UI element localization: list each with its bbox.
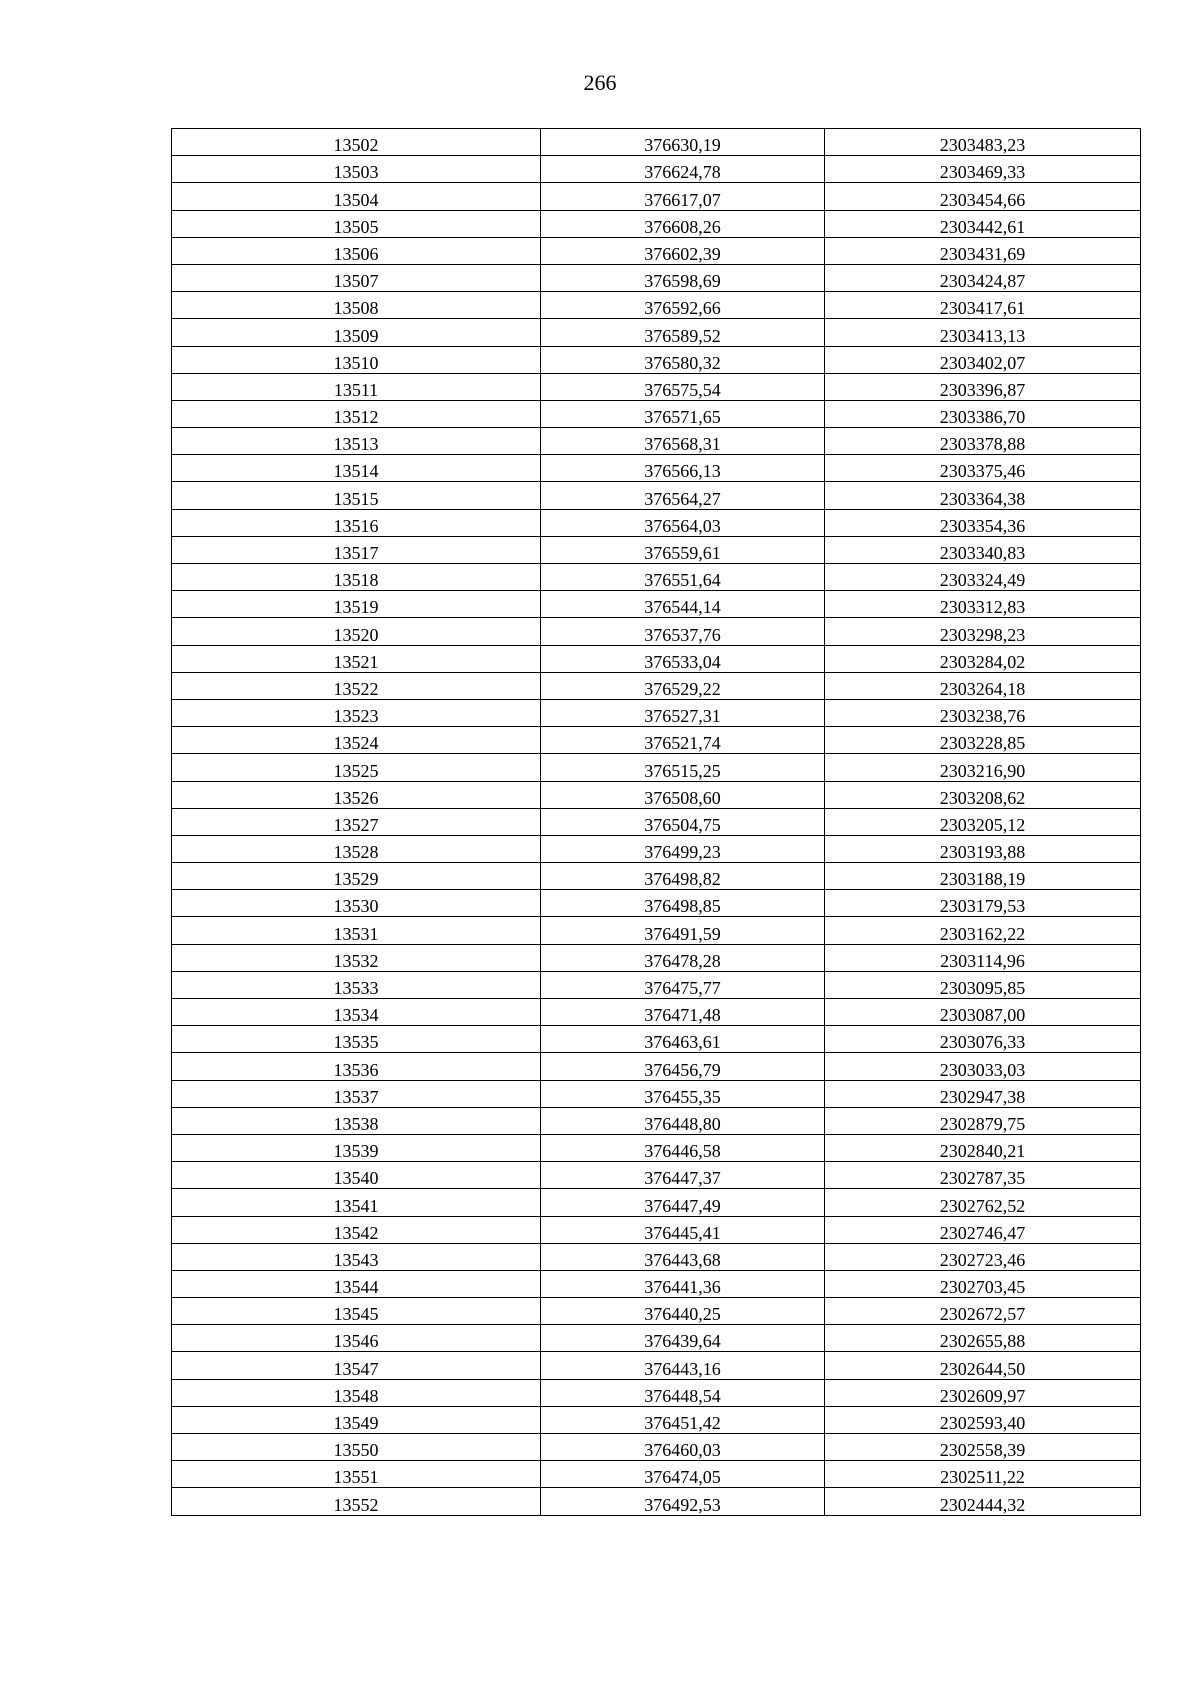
point-number-cell: 13513 — [172, 428, 541, 455]
table-row — [172, 1352, 1141, 1379]
table-row — [172, 781, 1141, 808]
x-coordinate-cell: 376533,04 — [541, 645, 825, 672]
x-coordinate-cell: 376568,31 — [541, 428, 825, 455]
point-number-cell: 13536 — [172, 1053, 541, 1080]
point-number-cell: 13540 — [172, 1162, 541, 1189]
point-number-cell: 13528 — [172, 835, 541, 862]
point-number-cell: 13505 — [172, 210, 541, 237]
table-row — [172, 129, 1141, 156]
table-row — [172, 564, 1141, 591]
point-number-cell: 13529 — [172, 863, 541, 890]
x-coordinate-cell: 376474,05 — [541, 1461, 825, 1488]
table-row — [172, 754, 1141, 781]
x-coordinate-cell: 376592,66 — [541, 292, 825, 319]
point-number-cell: 13511 — [172, 373, 541, 400]
point-number-cell: 13533 — [172, 971, 541, 998]
y-coordinate-cell: 2302746,47 — [825, 1216, 1141, 1243]
x-coordinate-cell: 376551,64 — [541, 564, 825, 591]
y-coordinate-cell: 2303483,23 — [825, 129, 1141, 156]
table-row — [172, 1216, 1141, 1243]
table-row — [172, 890, 1141, 917]
table-row — [172, 971, 1141, 998]
point-number-cell: 13523 — [172, 699, 541, 726]
x-coordinate-cell: 376521,74 — [541, 727, 825, 754]
table-row — [172, 373, 1141, 400]
y-coordinate-cell: 2303205,12 — [825, 808, 1141, 835]
y-coordinate-cell: 2302609,97 — [825, 1379, 1141, 1406]
coordinates-table-body — [172, 129, 1141, 1516]
table-row — [172, 863, 1141, 890]
point-number-cell: 13530 — [172, 890, 541, 917]
table-row — [172, 536, 1141, 563]
table-row — [172, 727, 1141, 754]
y-coordinate-cell: 2303208,62 — [825, 781, 1141, 808]
point-number-cell: 13509 — [172, 319, 541, 346]
table-row — [172, 645, 1141, 672]
x-coordinate-cell: 376447,37 — [541, 1162, 825, 1189]
table-row — [172, 319, 1141, 346]
x-coordinate-cell: 376440,25 — [541, 1298, 825, 1325]
table-row — [172, 999, 1141, 1026]
point-number-cell: 13515 — [172, 482, 541, 509]
point-number-cell: 13550 — [172, 1434, 541, 1461]
table-row — [172, 1162, 1141, 1189]
point-number-cell: 13520 — [172, 618, 541, 645]
x-coordinate-cell: 376475,77 — [541, 971, 825, 998]
y-coordinate-cell: 2303162,22 — [825, 917, 1141, 944]
x-coordinate-cell: 376439,64 — [541, 1325, 825, 1352]
y-coordinate-cell: 2303396,87 — [825, 373, 1141, 400]
x-coordinate-cell: 376446,58 — [541, 1134, 825, 1161]
table-row — [172, 917, 1141, 944]
table-row — [172, 835, 1141, 862]
point-number-cell: 13510 — [172, 346, 541, 373]
x-coordinate-cell: 376471,48 — [541, 999, 825, 1026]
y-coordinate-cell: 2303179,53 — [825, 890, 1141, 917]
x-coordinate-cell: 376630,19 — [541, 129, 825, 156]
x-coordinate-cell: 376589,52 — [541, 319, 825, 346]
table-row — [172, 210, 1141, 237]
point-number-cell: 13547 — [172, 1352, 541, 1379]
y-coordinate-cell: 2303238,76 — [825, 699, 1141, 726]
y-coordinate-cell: 2303417,61 — [825, 292, 1141, 319]
point-number-cell: 13522 — [172, 672, 541, 699]
y-coordinate-cell: 2302593,40 — [825, 1406, 1141, 1433]
y-coordinate-cell: 2303033,03 — [825, 1053, 1141, 1080]
table-row — [172, 482, 1141, 509]
page-number: 266 — [583, 70, 617, 95]
point-number-cell: 13543 — [172, 1243, 541, 1270]
x-coordinate-cell: 376441,36 — [541, 1270, 825, 1297]
y-coordinate-cell: 2302723,46 — [825, 1243, 1141, 1270]
point-number-cell: 13525 — [172, 754, 541, 781]
y-coordinate-cell: 2303264,18 — [825, 672, 1141, 699]
x-coordinate-cell: 376499,23 — [541, 835, 825, 862]
y-coordinate-cell: 2303312,83 — [825, 591, 1141, 618]
x-coordinate-cell: 376544,14 — [541, 591, 825, 618]
table-row — [172, 1461, 1141, 1488]
table-row — [172, 1379, 1141, 1406]
x-coordinate-cell: 376498,82 — [541, 863, 825, 890]
table-row — [172, 455, 1141, 482]
point-number-cell: 13549 — [172, 1406, 541, 1433]
y-coordinate-cell: 2302787,35 — [825, 1162, 1141, 1189]
point-number-cell: 13508 — [172, 292, 541, 319]
y-coordinate-cell: 2303378,88 — [825, 428, 1141, 455]
y-coordinate-cell: 2303095,85 — [825, 971, 1141, 998]
table-row — [172, 1080, 1141, 1107]
x-coordinate-cell: 376445,41 — [541, 1216, 825, 1243]
point-number-cell: 13541 — [172, 1189, 541, 1216]
point-number-cell: 13521 — [172, 645, 541, 672]
table-row — [172, 1026, 1141, 1053]
y-coordinate-cell: 2302840,21 — [825, 1134, 1141, 1161]
x-coordinate-cell: 376580,32 — [541, 346, 825, 373]
table-row — [172, 699, 1141, 726]
table-row — [172, 944, 1141, 971]
point-number-cell: 13519 — [172, 591, 541, 618]
y-coordinate-cell: 2303298,23 — [825, 618, 1141, 645]
x-coordinate-cell: 376448,80 — [541, 1107, 825, 1134]
y-coordinate-cell: 2303324,49 — [825, 564, 1141, 591]
table-row — [172, 156, 1141, 183]
x-coordinate-cell: 376624,78 — [541, 156, 825, 183]
y-coordinate-cell: 2303375,46 — [825, 455, 1141, 482]
x-coordinate-cell: 376504,75 — [541, 808, 825, 835]
x-coordinate-cell: 376447,49 — [541, 1189, 825, 1216]
point-number-cell: 13546 — [172, 1325, 541, 1352]
table-row — [172, 1189, 1141, 1216]
table-row — [172, 509, 1141, 536]
x-coordinate-cell: 376527,31 — [541, 699, 825, 726]
y-coordinate-cell: 2303431,69 — [825, 237, 1141, 264]
point-number-cell: 13532 — [172, 944, 541, 971]
y-coordinate-cell: 2303354,36 — [825, 509, 1141, 536]
y-coordinate-cell: 2303442,61 — [825, 210, 1141, 237]
point-number-cell: 13531 — [172, 917, 541, 944]
table-row — [172, 808, 1141, 835]
x-coordinate-cell: 376571,65 — [541, 400, 825, 427]
x-coordinate-cell: 376455,35 — [541, 1080, 825, 1107]
x-coordinate-cell: 376491,59 — [541, 917, 825, 944]
point-number-cell: 13551 — [172, 1461, 541, 1488]
y-coordinate-cell: 2303284,02 — [825, 645, 1141, 672]
x-coordinate-cell: 376463,61 — [541, 1026, 825, 1053]
y-coordinate-cell: 2302762,52 — [825, 1189, 1141, 1216]
table-row — [172, 237, 1141, 264]
table-row — [172, 1434, 1141, 1461]
y-coordinate-cell: 2303188,19 — [825, 863, 1141, 890]
table-row — [172, 1488, 1141, 1515]
y-coordinate-cell: 2303386,70 — [825, 400, 1141, 427]
y-coordinate-cell: 2302644,50 — [825, 1352, 1141, 1379]
point-number-cell: 13524 — [172, 727, 541, 754]
y-coordinate-cell: 2303087,00 — [825, 999, 1141, 1026]
x-coordinate-cell: 376478,28 — [541, 944, 825, 971]
y-coordinate-cell: 2302511,22 — [825, 1461, 1141, 1488]
y-coordinate-cell: 2302672,57 — [825, 1298, 1141, 1325]
table-row — [172, 1134, 1141, 1161]
table-row — [172, 618, 1141, 645]
y-coordinate-cell: 2302947,38 — [825, 1080, 1141, 1107]
y-coordinate-cell: 2302558,39 — [825, 1434, 1141, 1461]
table-row — [172, 1298, 1141, 1325]
table-row — [172, 1107, 1141, 1134]
x-coordinate-cell: 376508,60 — [541, 781, 825, 808]
x-coordinate-cell: 376575,54 — [541, 373, 825, 400]
table-row — [172, 428, 1141, 455]
point-number-cell: 13514 — [172, 455, 541, 482]
table-row — [172, 183, 1141, 210]
y-coordinate-cell: 2303114,96 — [825, 944, 1141, 971]
x-coordinate-cell: 376515,25 — [541, 754, 825, 781]
x-coordinate-cell: 376443,68 — [541, 1243, 825, 1270]
x-coordinate-cell: 376443,16 — [541, 1352, 825, 1379]
x-coordinate-cell: 376537,76 — [541, 618, 825, 645]
x-coordinate-cell: 376617,07 — [541, 183, 825, 210]
y-coordinate-cell: 2302879,75 — [825, 1107, 1141, 1134]
x-coordinate-cell: 376608,26 — [541, 210, 825, 237]
point-number-cell: 13538 — [172, 1107, 541, 1134]
x-coordinate-cell: 376498,85 — [541, 890, 825, 917]
point-number-cell: 13535 — [172, 1026, 541, 1053]
x-coordinate-cell: 376529,22 — [541, 672, 825, 699]
table-row — [172, 400, 1141, 427]
table-row — [172, 1270, 1141, 1297]
point-number-cell: 13502 — [172, 129, 541, 156]
point-number-cell: 13507 — [172, 264, 541, 291]
point-number-cell: 13548 — [172, 1379, 541, 1406]
y-coordinate-cell: 2303402,07 — [825, 346, 1141, 373]
y-coordinate-cell: 2303413,13 — [825, 319, 1141, 346]
y-coordinate-cell: 2303454,66 — [825, 183, 1141, 210]
x-coordinate-cell: 376564,27 — [541, 482, 825, 509]
x-coordinate-cell: 376492,53 — [541, 1488, 825, 1515]
point-number-cell: 13503 — [172, 156, 541, 183]
table-row — [172, 672, 1141, 699]
y-coordinate-cell: 2302655,88 — [825, 1325, 1141, 1352]
y-coordinate-cell: 2303228,85 — [825, 727, 1141, 754]
table-row — [172, 1053, 1141, 1080]
point-number-cell: 13527 — [172, 808, 541, 835]
y-coordinate-cell: 2303424,87 — [825, 264, 1141, 291]
point-number-cell: 13516 — [172, 509, 541, 536]
y-coordinate-cell: 2303469,33 — [825, 156, 1141, 183]
table-row — [172, 1406, 1141, 1433]
y-coordinate-cell: 2303193,88 — [825, 835, 1141, 862]
y-coordinate-cell: 2303364,38 — [825, 482, 1141, 509]
point-number-cell: 13542 — [172, 1216, 541, 1243]
x-coordinate-cell: 376598,69 — [541, 264, 825, 291]
point-number-cell: 13537 — [172, 1080, 541, 1107]
y-coordinate-cell: 2303216,90 — [825, 754, 1141, 781]
point-number-cell: 13526 — [172, 781, 541, 808]
x-coordinate-cell: 376559,61 — [541, 536, 825, 563]
coordinates-table — [171, 128, 1141, 1516]
table-row — [172, 292, 1141, 319]
point-number-cell: 13544 — [172, 1270, 541, 1297]
y-coordinate-cell: 2302703,45 — [825, 1270, 1141, 1297]
point-number-cell: 13518 — [172, 564, 541, 591]
point-number-cell: 13539 — [172, 1134, 541, 1161]
y-coordinate-cell: 2303340,83 — [825, 536, 1141, 563]
y-coordinate-cell: 2302444,32 — [825, 1488, 1141, 1515]
point-number-cell: 13512 — [172, 400, 541, 427]
x-coordinate-cell: 376456,79 — [541, 1053, 825, 1080]
point-number-cell: 13534 — [172, 999, 541, 1026]
point-number-cell: 13506 — [172, 237, 541, 264]
y-coordinate-cell: 2303076,33 — [825, 1026, 1141, 1053]
x-coordinate-cell: 376448,54 — [541, 1379, 825, 1406]
table-row — [172, 264, 1141, 291]
x-coordinate-cell: 376564,03 — [541, 509, 825, 536]
table-row — [172, 1243, 1141, 1270]
point-number-cell: 13545 — [172, 1298, 541, 1325]
x-coordinate-cell: 376602,39 — [541, 237, 825, 264]
x-coordinate-cell: 376566,13 — [541, 455, 825, 482]
point-number-cell: 13517 — [172, 536, 541, 563]
x-coordinate-cell: 376460,03 — [541, 1434, 825, 1461]
table-row — [172, 346, 1141, 373]
point-number-cell: 13552 — [172, 1488, 541, 1515]
table-row — [172, 1325, 1141, 1352]
table-row — [172, 591, 1141, 618]
x-coordinate-cell: 376451,42 — [541, 1406, 825, 1433]
point-number-cell: 13504 — [172, 183, 541, 210]
